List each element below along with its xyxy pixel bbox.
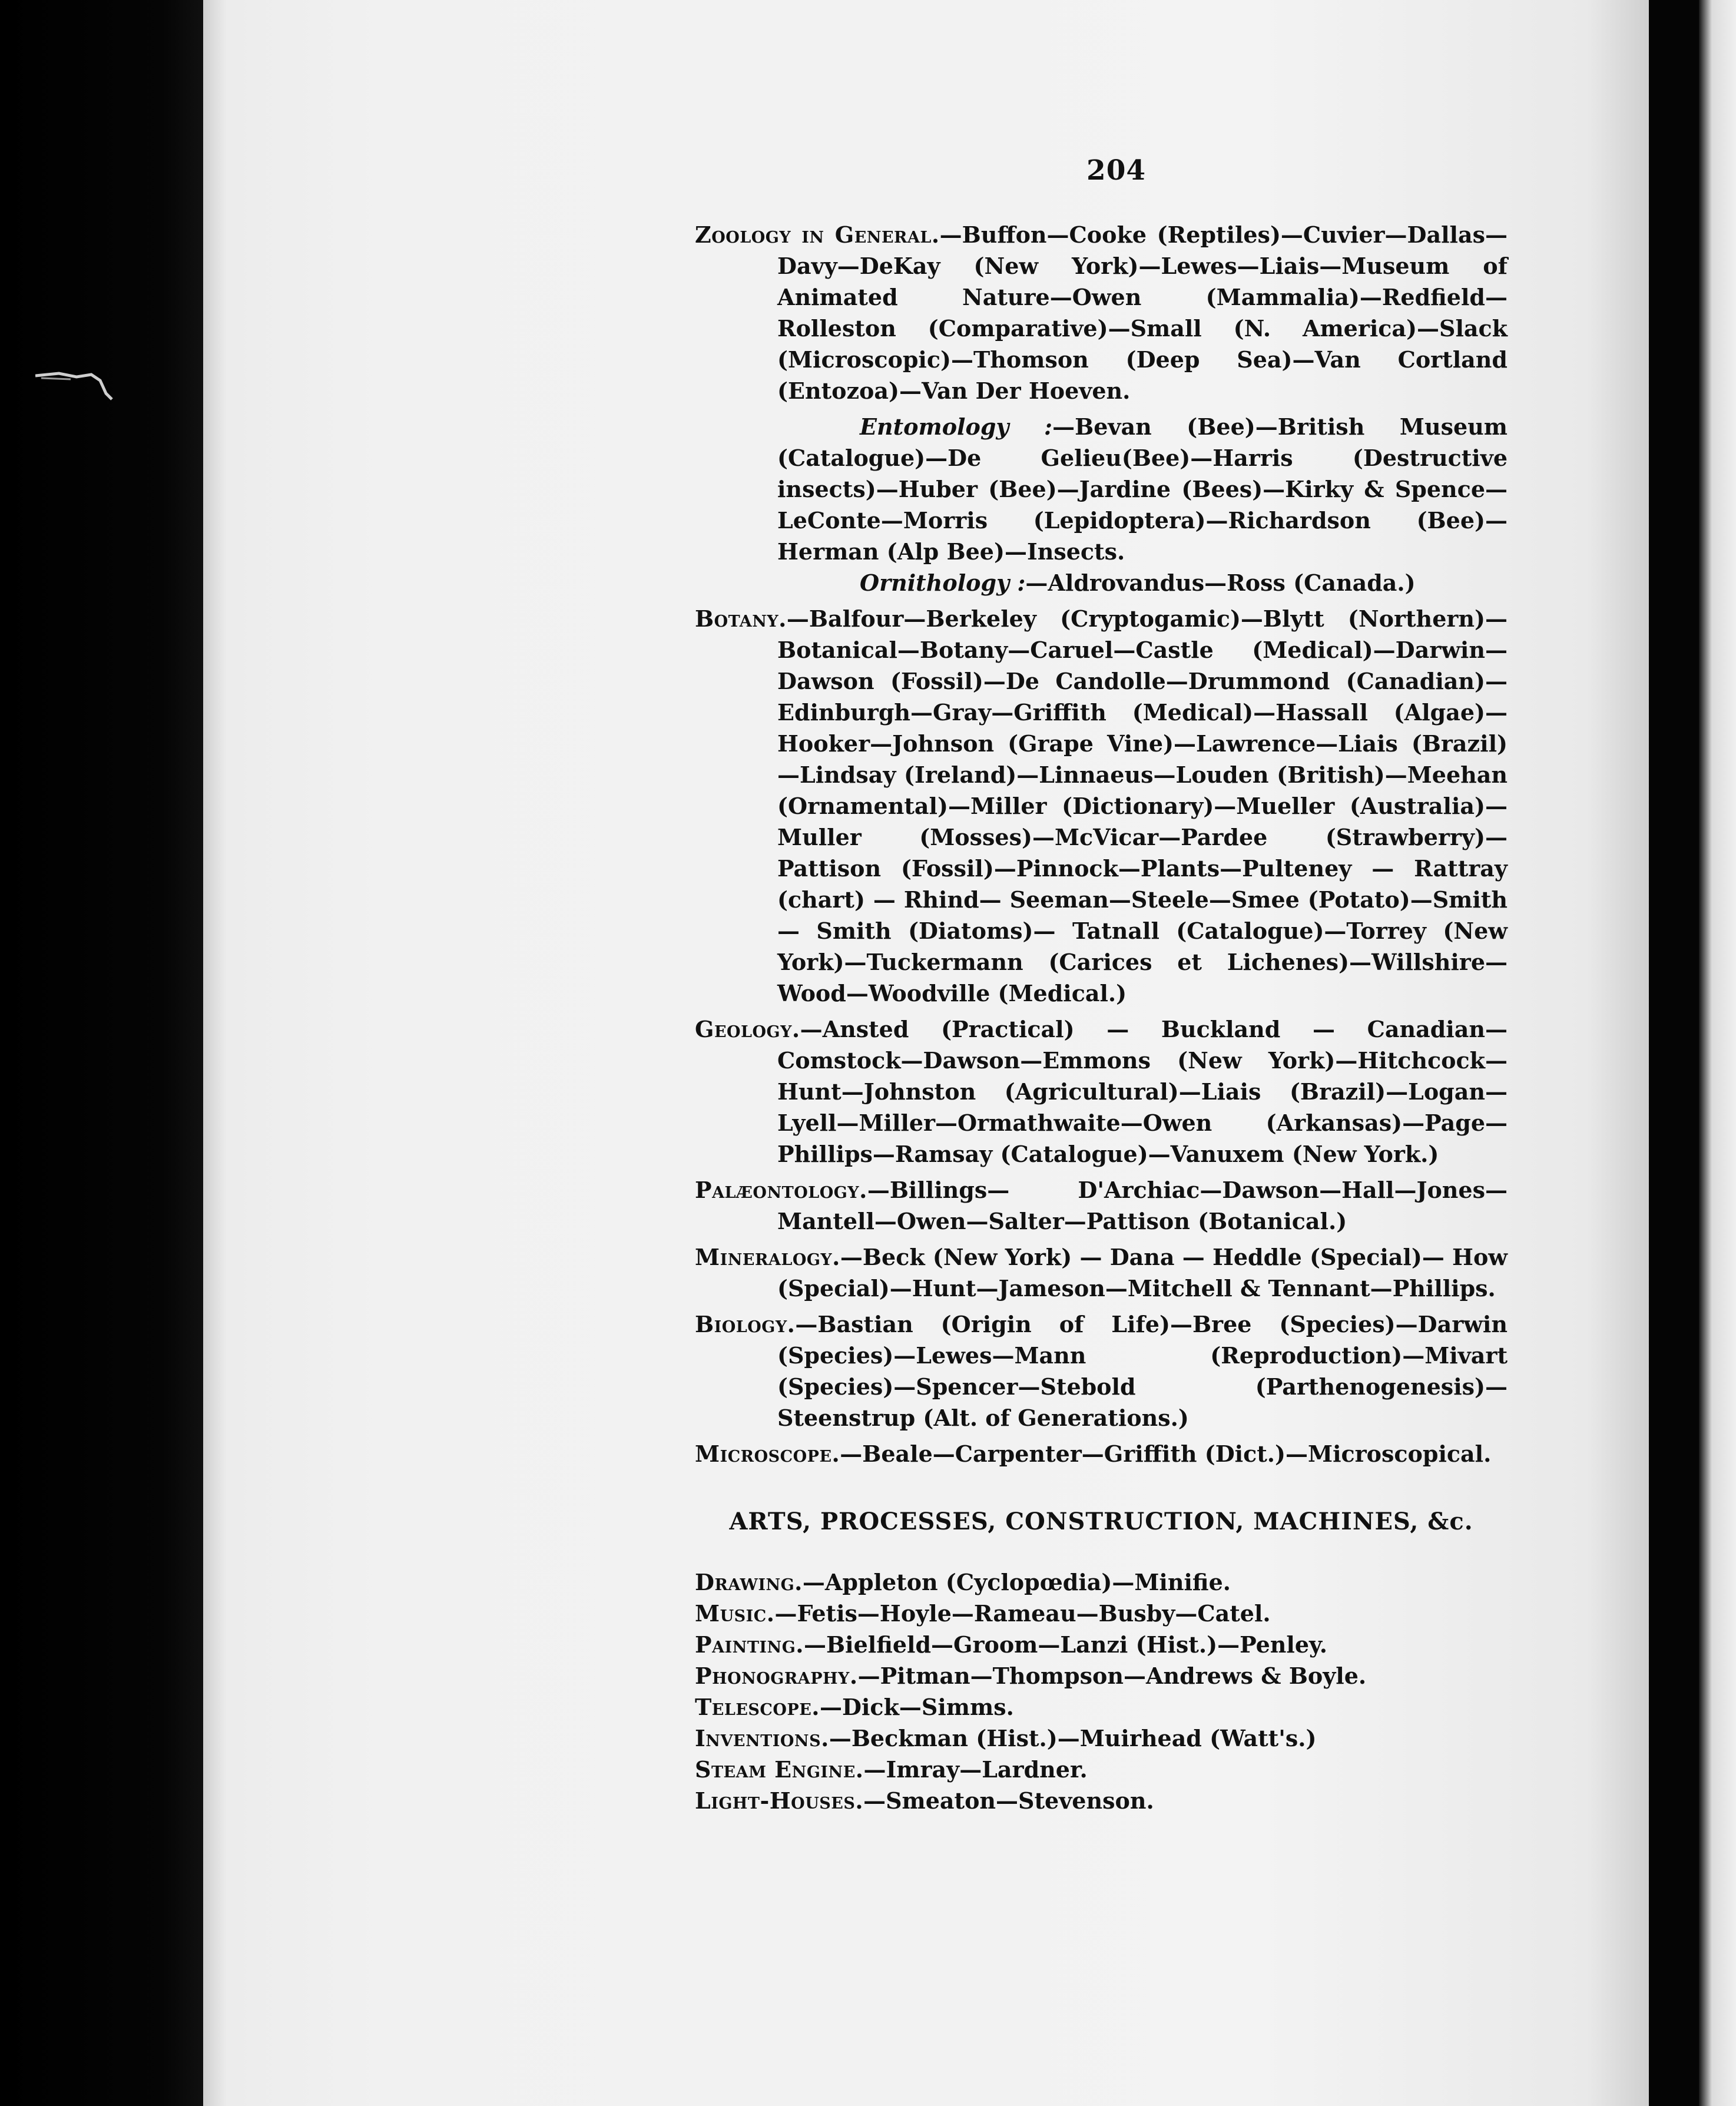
entry-heading: Light-Houses. [695,1787,864,1814]
entry-geology [695,1014,1508,1170]
entry-botany [695,603,1508,1009]
entry-heading: Zoology in General. [695,221,940,248]
entry-text: —Smeaton—Stevenson. [863,1787,1154,1814]
entry-heading: Phonography. [695,1663,858,1689]
entry-heading: Telescope. [695,1694,820,1720]
entry-text: —Beck (New York) — Dana — Heddle (Special)— How (Special)—Hunt—Jameson—Mitchell & Tennant—Phillips. [777,1244,1508,1302]
entry-text: —Pitman—Thompson—Andrews & Boyle. [857,1663,1367,1689]
entry-text: —Bastian (Origin of Life)—Bree (Species)—Darwin (Species)—Lewes—Mann (Reproduction)—Mivart (Species)—Spencer—Stebold (Parthenogenesis)—Steenstrup (Alt. of Generations.) [777,1311,1508,1431]
scan-smudge-mark [35,365,124,400]
entry-music [695,1598,1508,1629]
entry-text: —Balfour—Berkeley (Cryptogamic)—Blytt (Northern)—Botanical—Botany—Caruel—Castle (Medical)—Darwin—Dawson (Fossil)—De Candolle—Drummond (Canadian)—Edinburgh—Gray—Griffith (Medical)—Hassall (Algae)—Hooker—Johnson (Grape Vine)—Lawrence—Liais (Brazil)—Lindsay (Ireland)—Linnaeus—Louden (British)—Meehan (Ornamental)—Miller (Dictionary)—Mueller (Australia)—Muller (Mosses)—McVicar—Pardee (Strawberry)—Pattison (Fossil)—Pinnock—Plants—Pulteney — Rattray (chart) — Rhind— Seeman—Steele—Smee (Potato)—Smith— Smith (Diatoms)— Tatnall (Catalogue)—Torrey (New York)—Tuckermann (Carices et Lichenes)—Willshire—Wood—Woodville (Medical.) [777,605,1508,1006]
entry-text: —Dick—Simms. [820,1694,1014,1720]
entry-heading: Palæontology. [695,1177,867,1203]
entry-inventions [695,1723,1508,1754]
sub-entry-text: —Bevan (Bee)—British Museum (Catalogue)—De Gelieu(Bee)—Harris (Destructive insects)—Huber (Bee)—Jardine (Bees)—Kirky & Spence—LeConte—Morris (Lepidoptera)—Richardson (Bee)—Herman (Alp Bee)—Insects. [777,413,1508,565]
entry-heading: Biology. [695,1311,796,1337]
sub-entry-ornithology [695,567,1508,598]
entry-telescope [695,1691,1508,1723]
entry-heading: Steam Engine. [695,1756,864,1783]
entry-heading: Microscope. [695,1441,840,1467]
entry-heading: Drawing. [695,1569,803,1595]
next-page-edge [1699,0,1736,2106]
entry-light-houses [695,1785,1508,1816]
entry-text: —Beale—Carpenter—Griffith (Dict.)—Microscopical. [840,1441,1492,1467]
sub-entry-heading: Entomology : [860,413,1053,440]
entry-text: —Fetis—Hoyle—Rameau—Busby—Catel. [774,1600,1271,1627]
entry-text: —Ansted (Practical) — Buckland — Canadian—Comstock—Dawson—Emmons (New York)—Hitchcock—Hunt—Johnston (Agricultural)—Liais (Brazil)—Logan—Lyell—Miller—Ormathwaite—Owen (Arkansas)—Page—Phillips—Ramsay (Catalogue)—Vanuxem (New York.) [777,1016,1508,1167]
scan-dark-margin-left [0,0,203,2106]
entry-text: —Beckman (Hist.)—Muirhead (Watt's.) [829,1725,1317,1751]
entry-text: —Bielfield—Groom—Lanzi (Hist.)—Penley. [804,1631,1327,1658]
entry-mineralogy [695,1241,1508,1304]
entry-phonography [695,1660,1508,1691]
entry-painting [695,1629,1508,1660]
sub-entry-entomology [695,411,1508,567]
entry-heading: Botany. [695,605,787,632]
sub-entry-text: —Aldrovandus—Ross (Canada.) [1025,569,1416,596]
entry-heading: Inventions. [695,1725,829,1751]
entry-text: —Appleton (Cyclopœdia)—Minifie. [802,1569,1231,1595]
entry-text: —Billings— D'Archiac—Dawson—Hall—Jones—Mantell—Owen—Salter—Pattison (Botanical.) [777,1177,1508,1234]
entry-heading: Geology. [695,1016,800,1042]
entry-microscope [695,1438,1508,1469]
entry-heading: Painting. [695,1631,804,1658]
entry-palaeontology [695,1174,1508,1237]
page-body [695,219,1508,1816]
entry-zoology [695,219,1508,406]
section-title-arts: ARTS, PROCESSES, CONSTRUCTION, MACHINES, &c. [729,1508,1473,1535]
page-number: 204 [1086,154,1147,187]
entry-biology [695,1309,1508,1433]
entry-steam-engine [695,1754,1508,1785]
entry-text: —Imray—Lardner. [863,1756,1088,1783]
sub-entry-heading: Ornithology : [860,569,1026,596]
entry-heading: Music. [695,1600,775,1627]
entry-heading: Mineralogy. [695,1244,840,1270]
entry-drawing [695,1567,1508,1598]
entry-text: —Buffon—Cooke (Reptiles)—Cuvier—Dallas—Davy—DeKay (New York)—Lewes—Liais—Museum of Animated Nature—Owen (Mammalia)—Redfield—Rolleston (Comparative)—Small (N. America)—Slack (Microscopic)—Thomson (Deep Sea)—Van Cortland (Entozoa)—Van Der Hoeven. [777,221,1508,404]
